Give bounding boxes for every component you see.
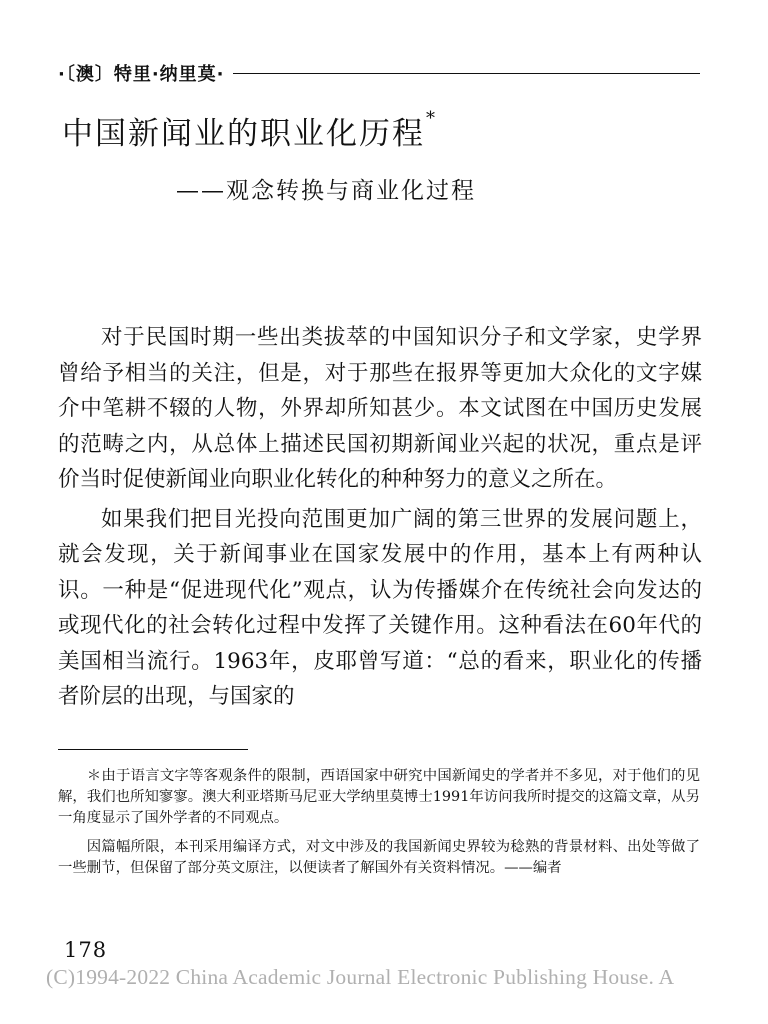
- body-paragraph-1: 对于民国时期一些出类拔萃的中国知识分子和文学家，史学界曾给予相当的关注，但是，对于那些在报界等更加大众化的文字媒介中笔耕不辍的人物，外界却所知甚少。本文试图在中国历史发展的范畴之内，从总体上描述民国初期新闻业兴起的状况，重点是评价当时促使新闻业向职业化转化的种种努力的意义之所在。: [58, 325, 702, 492]
- article-subtitle: ——观念转换与商业化过程: [176, 178, 476, 204]
- footnote-rule: [58, 749, 248, 750]
- title-footnote-marker: *: [426, 108, 437, 129]
- article-title: [62, 108, 437, 153]
- footnote-1: ＊由于语言文字等客观条件的限制，西语国家中研究中国新闻史的学者并不多见，对于他们的见解，我们也所知寥寥。澳大利亚塔斯马尼亚大学纳里莫博士1991年访问我所时提交的这篇文章，从另一角度显示了国外学者的不同观点。: [58, 768, 700, 826]
- running-header: [58, 62, 700, 84]
- article-body: [58, 320, 702, 719]
- copyright-watermark: (C)1994-2022 China Academic Journal Electronic Publishing House. A: [46, 965, 675, 989]
- footnote-2: 因篇幅所限，本刊采用编译方式，对文中涉及的我国新闻史界较为稔熟的背景材料、出处等做了一些删节，但保留了部分英文原注，以便读者了解国外有关资料情况。——编者: [58, 839, 700, 876]
- author-byline: ·〔澳〕特里·纳里莫·: [58, 64, 225, 85]
- body-paragraph-2: 如果我们把目光投向范围更加广阔的第三世界的发展问题上，就会发现，关于新闻事业在国家发展中的作用，基本上有两种认识。一种是“促进现代化”观点，认为传播媒介在传统社会向发达的或现代化的社会转化过程中发挥了关键作用。这种看法在60年代的美国相当流行。1963年，皮耶曾写道：“总的看来，职业化的传播者阶层的出现，与国家的: [58, 506, 702, 709]
- header-rule: [233, 73, 700, 74]
- page-number: 178: [64, 938, 108, 962]
- footnotes: [58, 766, 700, 887]
- article-title-text: 中国新闻业的职业化历程: [62, 116, 425, 152]
